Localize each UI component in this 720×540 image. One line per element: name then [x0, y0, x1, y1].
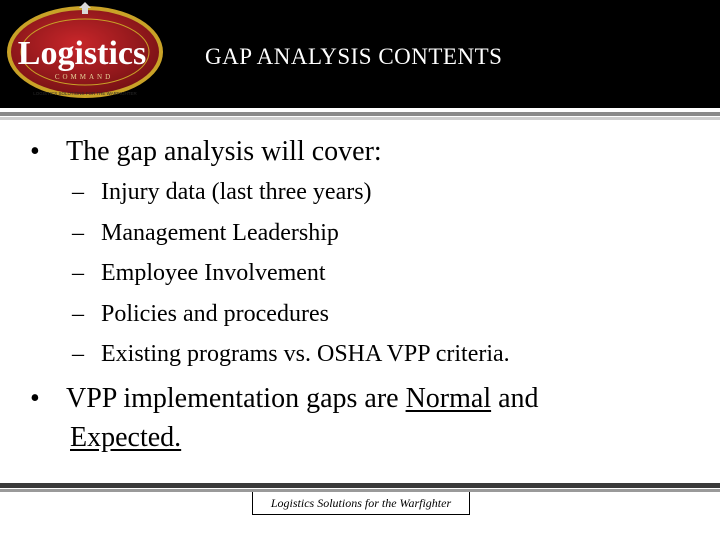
logo-subtext: COMMAND: [54, 73, 114, 81]
sub-item: [72, 258, 326, 288]
underlined-word: Normal: [405, 383, 492, 414]
dash-glyph: –: [72, 220, 84, 246]
page-title: GAP ANALYSIS CONTENTS: [205, 44, 503, 69]
footer-tagline: Logistics Solutions for the Warfighter: [252, 492, 470, 515]
bullet-item: [30, 380, 539, 418]
bullet-glyph: •: [30, 136, 40, 167]
underlined-word: Expected.: [70, 422, 182, 453]
sub-item: [72, 177, 372, 207]
sub-item-text: Employee Involvement: [101, 260, 326, 286]
bullet-text: The gap analysis will cover:: [66, 136, 382, 167]
sub-item: [72, 339, 510, 369]
bottom-divider: [0, 483, 720, 488]
sub-item-text: Policies and procedures: [101, 301, 329, 327]
dash-glyph: –: [72, 179, 84, 205]
sub-item: [72, 299, 329, 329]
logo-ring-text: LOGISTICS SOLUTIONS FOR THE WARFIGHTER: [33, 91, 137, 96]
bullet-item: [30, 133, 382, 171]
dash-glyph: –: [72, 341, 84, 367]
bullet-glyph: •: [30, 383, 40, 414]
dash-glyph: –: [72, 260, 84, 286]
bullet-continuation: [70, 419, 181, 457]
logo-text: Logistics: [17, 35, 147, 72]
sub-item-text: Management Leadership: [101, 220, 339, 246]
dash-glyph: –: [72, 301, 84, 327]
sub-item-text: Existing programs vs. OSHA VPP criteria.: [101, 341, 510, 367]
sub-item-text: Injury data (last three years): [101, 179, 372, 205]
bullet-text: VPP implementation gaps are: [66, 383, 406, 414]
sub-item: [72, 218, 339, 248]
bullet-text: and: [491, 383, 539, 414]
